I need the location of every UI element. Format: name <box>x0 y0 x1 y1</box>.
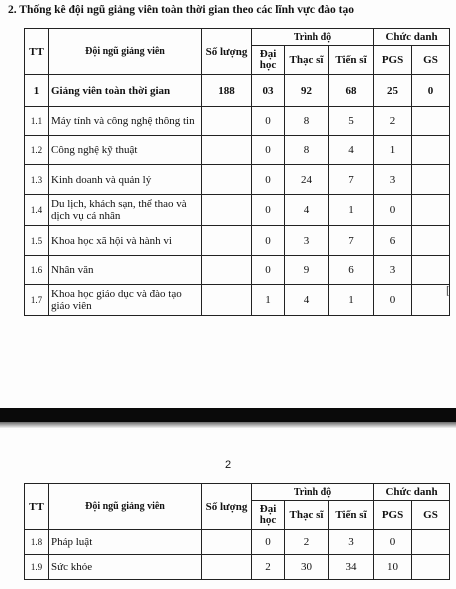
row-university: 0 <box>252 165 285 195</box>
row-gs <box>412 285 450 316</box>
row-quantity <box>202 136 252 165</box>
row-pgs: 3 <box>374 165 412 195</box>
header-gs: GS <box>412 501 450 530</box>
row-gs <box>412 107 450 136</box>
row-tt: 1.4 <box>25 195 49 226</box>
row-pgs: 2 <box>374 107 412 136</box>
page-edge-mark: [ <box>446 283 450 297</box>
row-name: Sức khỏe <box>49 555 202 580</box>
header-quantity: Số lượng <box>202 29 252 75</box>
row-master: 3 <box>285 226 329 256</box>
row-university: 03 <box>252 75 285 107</box>
row-quantity <box>202 195 252 226</box>
row-university: 0 <box>252 226 285 256</box>
header-title: Chức danh <box>374 29 450 46</box>
row-master: 8 <box>285 107 329 136</box>
row-name: Giảng viên toàn thời gian <box>49 75 202 107</box>
row-gs <box>412 136 450 165</box>
table-row <box>25 165 450 195</box>
header-gs: GS <box>412 46 450 75</box>
row-doctor: 1 <box>329 285 374 316</box>
table-row <box>25 75 450 107</box>
row-pgs: 1 <box>374 136 412 165</box>
row-gs <box>412 530 450 555</box>
row-name: Máy tính và công nghệ thông tin <box>49 107 202 136</box>
page-break-shadow <box>0 422 456 428</box>
row-university: 1 <box>252 285 285 316</box>
row-master: 4 <box>285 285 329 316</box>
row-gs <box>412 555 450 580</box>
row-university: 2 <box>252 555 285 580</box>
row-university: 0 <box>252 107 285 136</box>
page-break-bar <box>0 408 456 422</box>
row-name: Pháp luật <box>49 530 202 555</box>
row-doctor: 34 <box>329 555 374 580</box>
table-row <box>25 530 450 555</box>
header-tt: TT <box>25 29 49 75</box>
row-quantity <box>202 226 252 256</box>
row-name: Kinh doanh và quản lý <box>49 165 202 195</box>
table-row <box>25 555 450 580</box>
header-university: Đại học <box>252 501 285 530</box>
row-pgs: 3 <box>374 256 412 285</box>
page-number: 2 <box>224 459 232 471</box>
row-university: 0 <box>252 530 285 555</box>
row-quantity <box>202 256 252 285</box>
row-name: Công nghệ kỹ thuật <box>49 136 202 165</box>
row-master: 2 <box>285 530 329 555</box>
header-doctor: Tiến sĩ <box>329 501 374 530</box>
row-pgs: 25 <box>374 75 412 107</box>
table-row <box>25 256 450 285</box>
header-university: Đại học <box>252 46 285 75</box>
row-tt: 1.9 <box>25 555 49 580</box>
row-doctor: 7 <box>329 165 374 195</box>
row-quantity: 188 <box>202 75 252 107</box>
row-tt: 1.5 <box>25 226 49 256</box>
row-name: Nhân văn <box>49 256 202 285</box>
row-university: 0 <box>252 256 285 285</box>
row-quantity <box>202 107 252 136</box>
row-tt: 1.3 <box>25 165 49 195</box>
header-doctor: Tiến sĩ <box>329 46 374 75</box>
row-master: 9 <box>285 256 329 285</box>
row-pgs: 0 <box>374 285 412 316</box>
header-master: Thạc sĩ <box>285 501 329 530</box>
row-name: Khoa học giáo dục và đào tạo giáo viên <box>49 285 202 316</box>
row-pgs: 0 <box>374 195 412 226</box>
row-university: 0 <box>252 195 285 226</box>
row-tt: 1.2 <box>25 136 49 165</box>
header-quantity: Số lượng <box>202 484 252 530</box>
row-doctor: 4 <box>329 136 374 165</box>
row-doctor: 3 <box>329 530 374 555</box>
row-gs <box>412 226 450 256</box>
table-row <box>25 285 450 316</box>
row-tt: 1 <box>25 75 49 107</box>
table-row <box>25 107 450 136</box>
staff-statistics-table-continued <box>24 483 450 580</box>
section-title: 2. Thống kê đội ngũ giảng viên toàn thời gian theo các lĩnh vực đào tạo <box>8 4 354 16</box>
header-pgs: PGS <box>374 46 412 75</box>
row-master: 92 <box>285 75 329 107</box>
staff-statistics-table <box>24 28 450 316</box>
row-quantity <box>202 530 252 555</box>
row-master: 30 <box>285 555 329 580</box>
header-master: Thạc sĩ <box>285 46 329 75</box>
row-master: 8 <box>285 136 329 165</box>
row-doctor: 6 <box>329 256 374 285</box>
header-staff: Đội ngũ giảng viên <box>49 29 202 75</box>
row-university: 0 <box>252 136 285 165</box>
row-pgs: 6 <box>374 226 412 256</box>
table-row <box>25 136 450 165</box>
header-pgs: PGS <box>374 501 412 530</box>
row-tt: 1.7 <box>25 285 49 316</box>
row-tt: 1.6 <box>25 256 49 285</box>
row-quantity <box>202 555 252 580</box>
row-pgs: 0 <box>374 530 412 555</box>
header-staff: Đội ngũ giảng viên <box>49 484 202 530</box>
row-doctor: 68 <box>329 75 374 107</box>
header-level: Trình độ <box>252 29 374 46</box>
row-name: Du lịch, khách sạn, thể thao và dịch vụ cá nhân <box>49 195 202 226</box>
row-tt: 1.8 <box>25 530 49 555</box>
row-master: 24 <box>285 165 329 195</box>
row-tt: 1.1 <box>25 107 49 136</box>
row-doctor: 7 <box>329 226 374 256</box>
row-doctor: 1 <box>329 195 374 226</box>
row-name: Khoa học xã hội và hành vi <box>49 226 202 256</box>
row-quantity <box>202 285 252 316</box>
row-quantity <box>202 165 252 195</box>
header-level: Trình độ <box>252 484 374 501</box>
row-pgs: 10 <box>374 555 412 580</box>
table-row <box>25 226 450 256</box>
row-gs <box>412 256 450 285</box>
row-master: 4 <box>285 195 329 226</box>
row-gs <box>412 165 450 195</box>
row-gs: 0 <box>412 75 450 107</box>
row-gs <box>412 195 450 226</box>
row-doctor: 5 <box>329 107 374 136</box>
header-tt: TT <box>25 484 49 530</box>
table-row <box>25 195 450 226</box>
header-title: Chức danh <box>374 484 450 501</box>
